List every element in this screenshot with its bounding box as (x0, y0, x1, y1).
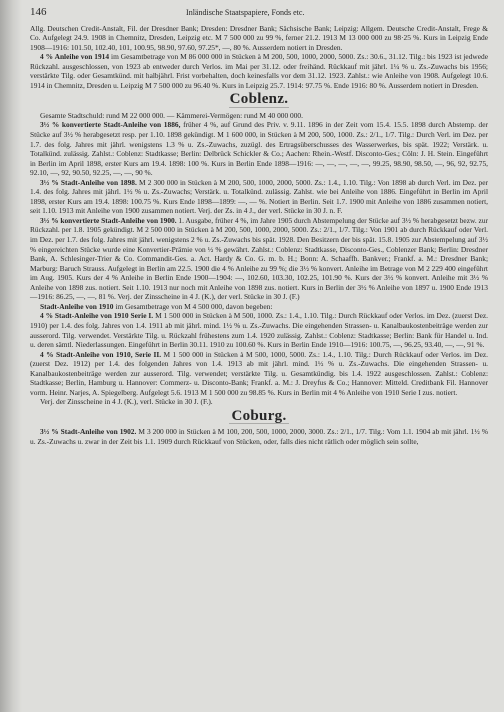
section-body-coburg (30, 427, 488, 446)
paragraph-lead: Stadt-Anleihe von 1910 (40, 301, 114, 311)
paragraph-lead: 4 % Stadt-Anleihe von 1910, Serie II. (40, 349, 162, 359)
paragraph-text: im Gesamtbetrage von M 86 000 000 in Stücken à M 200, 500, 1000, 2000, 5000. Zs.: 30.6., 31.12. Tilg.: bis 1923 ist jedwede Rückzahl. ausgeschlossen, von 1923 ab entweder durch Verlos. im Mai per 31.12. oder freihänd. Rückkauf mit jährl. 1¼ % u. Zs.-Zuwachs bis 1956; verstärkte Tilg. oder Gesamtkünd. mit halbjährl. Frist vorbehalten, doch keinesfalls vor dem 31.12. 1923. Zahlst.: wie Anleihe von 1908. Aufgelegt 10.6. 1914 in Chemnitz, Dresden u. Leipzig M 7 500 000 zu 96.40 %. Kurs in Leipzig 25.7. 1914: 97.75 %. Ende 1916: 80 %. Ausserdem notiert in Dresden. (30, 52, 488, 90)
loan-paragraph (30, 216, 488, 302)
paragraph-text: Gesamte Stadtschuld: rund M 22 000 000. — Kämmerei-Vermögen: rund M 40 000 000. (40, 110, 303, 120)
loan-paragraph (30, 111, 488, 121)
loan-paragraph (30, 427, 488, 446)
loan-paragraph (30, 302, 488, 312)
paragraph-lead: 3½ % Stadt-Anleihe von 1902. (40, 427, 137, 437)
paragraph-text: Verj. der Zinsscheine in 4 J. (K.), verl. Stücke in 30 J. (F.). (40, 397, 213, 407)
section-rule (229, 107, 289, 108)
loan-paragraph (30, 311, 488, 349)
page-header (30, 8, 488, 18)
paragraph-text: M 1 500 000 in Stücken à M 500, 1000. Zs.: 1.4., 1.10. Tilg.: Durch Rückkauf oder Verlos. im Dez. (zuerst Dez. 1910) per 1.4. des folg. Jahres von 1.4. 1911 ab mit jährl. mind. 1½ % u. Zs.-Zuwachs. Die eingehenden Strassen- u. Kanalbaukostenbeiträge werden zur ausserord. Tilg. verwendet. Verstärkte Tilg. u. Rückzahl frühestens zum 1.4. 1920 zulässig. Zahlst.: Coblenz: Stadtkasse; Berlin: Bank für Handel u. Ind. u. deren sämtl. Niederlassungen. Eingeführt in Berlin 30.11. 1910 zu 100.60 %. Kurs in Berlin Ende 1910—1916: 100.75, —, 96.25, 93.40, —, —, 91 %. (30, 311, 488, 350)
paragraph-lead: 3½ % konvertierte Stadt-Anleihe von 1886, (40, 120, 181, 130)
loan-paragraph (30, 350, 488, 398)
paragraph-text: 1. Ausgabe, früher 4 %, im Jahre 1905 durch Abstempelung der Stücke auf 3½ % herabgesetzt bezw. zur Rückzahl. per 1.8. 1905 gekündigt. M 2 500 000 in Stücken à M 200, 500, 1000, 2000, 5000. Zs.: 2/1., 1/7. Tilg.: Von 1901 ab durch Rückkauf oder Verl. im Dez. per 1.7. des folg. Jahres mit jährl. wenigstens 2 % u. Zs.-Zuwachs bis spät. 1928. Den Besitzern der bis spät. 15.8. 1905 zur Abstempelung auf 3½ % eingereichten Stücke wurde eine Konvertier-Prämie von ½ % gewährt. Zahlst.: Coblenz: Stadtkasse, Disconto-Ges., Coblenzer Bank; Berlin: Dresdner Bank, A. Schlesinger-Trier & Co. Commandit-Ges. a. Act. Hardy & Co. G. m. b. H.; Bonn: A. Schaaffh. Bankver.; Frankf. a. M.: Dresdner Bank; Marburg: Baruch Strauss. Aufgelegt in Berlin am 22.5. 1900 die 4 % Anleihe zu 99 %; die 3½ % konvert. Anleihe im Betrage von M 2 229 400 eingeführt im Aug. 1905. Kurs der 4 % Anleihe in Berlin Ende 1900—1904: —, 102.60, 103.30, 102.25, 101.90 %. Kurs der 3½ % konvert. Anleihe mit 3½ % Anleihe von 1898 zus. notiert. Seit 1.10. 1913 nur noch mit Anleihe von 1898 zus. notiert. Kurs in Berlin der 3½ % Anleihe von 1897 u. 1900 Ende 1913—1916: 86.25, —, —, 81 %. Verj. der Zinsscheine in 4 J. (K.), der verl. Stücke in 30 J. (F.) (30, 215, 488, 302)
paragraph-text: früher 4 %, auf Grund des Priv. v. 9.11. 1896 in der Zeit vom 15.4. 15.5. 1898 durch Abstemp. der Stücke auf 3½ % herabgesetzt resp. per 1.10. 1898 gekündigt. M 1 600 000, in Stücken à M 200, 500, 1000. Zs.: 2/1., 1/7. Tilg.: Durch Verl. im Dez. per 1.7. des folg. Jahres mit jährl. wenigstens 1.3 % u. Zs.-Zuwachs, zuzügl. des Ertragsüberschusses des Wasserwerkes, bis spät. 1922; Verstärk. u. Totalkünd. zulässig. Zahlst.: Coblenz: Stadtkasse; Berlin: Delbrück Schickler & Co.; Aachen: Rhein.-Westf. Disconto-Ges.; Cöln: J. H. Stein. Eingeführt in Berlin im April 1898, erster Kurs am 19.4. 1898: 100 %. Kurs in Berlin Ende 1898—1916: —, —, —, —, —, 99.25, 98.90, 98.50, —, 96, 92, 92.75, 92.10, —, 92, 90.50, 92.25, —, —, 90 %. (30, 120, 488, 178)
loan-paragraph (30, 178, 488, 216)
paragraph-lead: 4 % Anleihe von 1914 (40, 52, 110, 62)
paragraph-text: M 1 500 000 in Stücken à M 500, 1000, 5000. Zs.: 1.4., 1.10. Tilg.: Durch Rückkauf oder Verlos. im Dez. (zuerst Dez. 1912) per 1.4. des folgenden Jahres von 1.4. 1913 ab mit jährl. mind. 1½ % u. Zs.-Zuwachs. Die eingehenden Strassen- u. Kanalbaukostenbeiträge werden zur ausserord. Tilg. verwendet; verstärkte Tilg. u. Gesamtkündig. bis 1.4. 1922 ausgeschlossen. Zahlst.: Coblenz: Stadtkasse; Berlin, Hamburg u. Hannover: Commerz- u. Disconto-Bank; Frankf. a. M.: J. Dreyfus & Co.; Hannover: Mitteld. Creditbank Fil. Hannover vorm. Heinr. Narjes, A. Spiegelberg. Aufgelegt 5.6. 1913 M 1 500 000 zu 98.85 %. Kurs in Berlin mit 4 % Anleihe von 1910 Serie I zus. notiert. (30, 349, 488, 397)
binding-gutter (0, 0, 22, 712)
loan-paragraph (30, 397, 488, 407)
paragraph-text: im Gesamtbetrage von M 4 500 000, davon begeben: (113, 301, 273, 311)
paragraph-lead: 4 % Stadt-Anleihe von 1910 Serie I. (40, 311, 154, 321)
section-body-coblenz (30, 111, 488, 407)
paragraph-lead: 3½ % konvertierte Stadt-Anleihe von 1900. (40, 215, 177, 225)
section-heading-coblenz: Coblenz. (229, 91, 289, 108)
page-content (30, 8, 488, 447)
running-title: Inländische Staatspapiere, Fonds etc. (186, 8, 305, 17)
intro-paragraph-2 (30, 52, 488, 90)
paragraph-text: M 2 300 000 in Stücken à M 200, 500, 1000, 2000, 5000. Zs.: 1.4., 1.10. Tilg.: Von 1898 ab durch Verl. im Dez. per 1.4. des folg. Jahres mit jährl. 1½ % u. Zs.-Zuwachs; Verstärk. u. Totalkünd. zulässig. Zahlst. wie bei Anleihe von 1886. Eingeführt in Berlin im April 1898, erster Kurs am 19.4. 1898: 100.75 %. Kurs Ende 1898—1899: —, — %. Notiert in Berlin. Seit 1.7. 1900 mit Anleihe von 1886 zusammen notiert, seit 1.10. 1913 mit Anleihe von 1900 zusammen notiert. Verj. der Zs. in 4 J., der verl. Stücke in 30 J. n. F. (30, 177, 488, 216)
section-rule (229, 423, 289, 424)
page-number: 146 (30, 6, 47, 18)
section-heading-coburg: Coburg. (231, 407, 287, 424)
loan-paragraph (30, 120, 488, 177)
paragraph-text: M 3 200 000 in Stücken à M 100, 200, 500, 1000, 2000, 3000. Zs.: 2/1., 1/7. Tilg.: Vom 1.1. 1904 ab mit jährl. 1½ % u. Zs.-Zuwachs u. zwar in der Zeit bis 1.1. 1909 durch Rückkauf von Stücken, oder, falls dies nicht rätlich oder möglich sein sollte, (30, 427, 488, 446)
intro-paragraph-1: Allg. Deutschen Credit-Anstalt, Fil. der Dresdner Bank; Dresden: Dresdner Bank; Sächsische Bank; Leipzig: Allgem. Deutsche Credit-Anstalt, Frege & Co. Aufgelegt 24.9. 1908 in Chemnitz, Dresden, Leipzig etc. M 7 500 000 zu 99 %, ferner 21.2. 1913 M 13 000 000 zu 98·25 %. Kurs in Leipzig Ende 1908—1916: 101.50, 102.40, 101, 100.95, 98.90, 97.60, 97.25*, —, 80 %. Ausserdem notiert in Dresden. (30, 23, 488, 52)
paragraph-lead: 3½ % Stadt-Anleihe von 1898. (40, 177, 137, 187)
